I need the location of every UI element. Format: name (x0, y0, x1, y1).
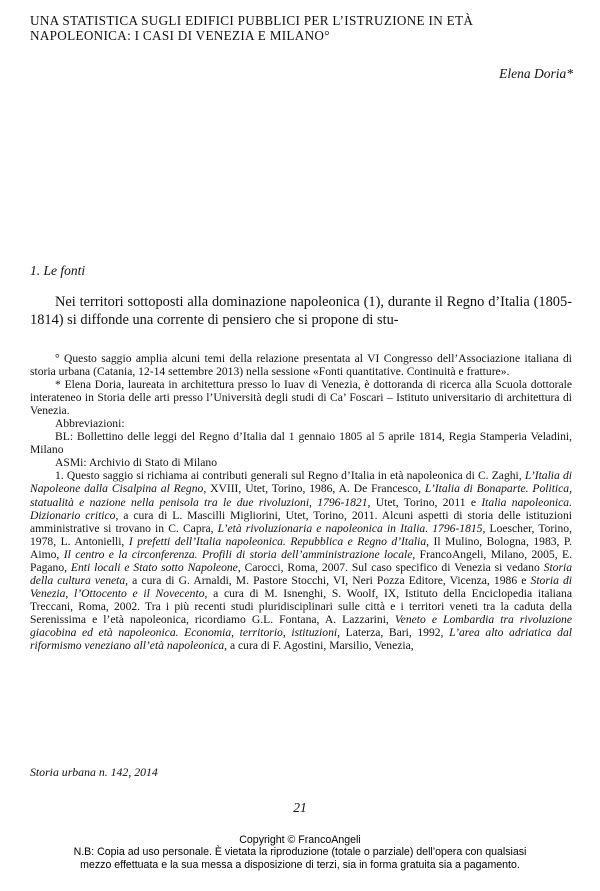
fn1-title: Storia di Venezia, l’Ottocento e il Novecento (30, 573, 572, 600)
fn1-title: Italia napoleonica. Dizionario critico (30, 495, 572, 522)
fn1-title: Enti locali e Stato sotto Napoleone (70, 560, 238, 574)
footnote-degree: ° Questo saggio amplia alcuni temi della relazione presentata al VI Congresso dell’Associazione italiana di storia urbana (Catania, 12-14 settembre 2013) nella sessione «Fonti quantitative. Continuità e fratture». (30, 352, 572, 379)
footnote-1 (30, 469, 572, 652)
fn1-text: , Utet, Torino, 2011 e (367, 495, 482, 509)
article-title: UNA STATISTICA SUGLI EDIFICI PUBBLICI PER L’ISTRUZIONE IN ETÀ NAPOLEONICA: I CASI DI VENEZIA E MILANO° (30, 13, 474, 43)
author-name: Elena Doria* (499, 66, 573, 81)
copyright-disclaimer-line: mezzo effettuata e la sua messa a disposizione di terzi, sia in forma gratuita sia a pagamento. (80, 858, 520, 871)
fn1-title: I prefetti dell’Italia napoleonica. Repubblica e Regno d’Italia (128, 534, 427, 548)
fn1-text: , XVIII, Utet, Torino, 1986, A. De Francesco, (203, 482, 425, 496)
fn1-title: Veneto e Lombardia tra rivoluzione giacobina ed età napoleonica. Economia, territorio, istituzioni (30, 612, 572, 639)
copyright-disclaimer-line: N.B: Copia ad uso personale. È vietata la riproduzione (totale o parziale) dell’opera con qualsiasi (73, 846, 527, 859)
fn1-text: , a cura di F. Agostini, Marsilio, Venezia, (224, 639, 414, 653)
copyright-line: Copyright © FrancoAngeli (239, 834, 361, 846)
fn1-text: , Loescher, Torino, 1978, L. Antonielli, (30, 521, 572, 548)
fn1-text: , a cura di M. Isnenghi, S. Woolf, IX, Istituto della Enciclopedia italiana Treccani, Roma, 2002. Tra i più recenti studi pluridisciplinari sulle città e i territori veneti tra la caduta della Serenissima e l’età napoleonica, ricordiamo G.L. Fontana, A. Lazzarini, (30, 586, 572, 626)
fn1-title: L’area alto adriatica dal riformismo veneziano all’età napoleonica (30, 625, 572, 653)
footnotes (30, 352, 572, 652)
section-heading: 1. Le fonti (30, 263, 86, 278)
body-paragraph: Nei territori sottoposti alla dominazione napoleonica (1), durante il Regno d’Italia (1805-1814) si diffonde una corrente di pensiero che si propone di stu- (30, 294, 572, 328)
fn1-title: L’Italia di Napoleone dalla Cisalpina al Regno (30, 469, 572, 496)
fn1-title: L’Italia di Bonaparte. Politica, statualità e nazione nella penisola tra le due rivoluzioni, 1796-1821 (30, 482, 572, 509)
fn1-text: , Il Mulino, Bologna, 1983, P. Aimo, (30, 534, 572, 561)
footnote-author: * Elena Doria, laureata in architettura presso lo Iuav di Venezia, è dottoranda di ricerca alla Scuola dottorale interateneo in Storia delle arti presso l’Università degli studi di Ca’ Foscari – Istituto universitario di architettura di Venezia. (30, 378, 572, 418)
fn1-title: Il centro e la circonferenza. Profili di storia dell’amministrazione locale (63, 547, 413, 561)
abbreviations-heading: Abbreviazioni: (55, 417, 125, 431)
fn1-text: , a cura di L. Mascilli Migliorini, Utet, Torino, 2011. Alcuni aspetti di storia delle istituzioni amministrative si trovano in C. Capra, (30, 508, 572, 535)
fn1-text: , a cura di G. Arnaldi, M. Pastore Stocchi, VI, Neri Pozza Editore, Vicenza, 1986 e (125, 573, 531, 587)
page-number: 21 (293, 800, 307, 815)
copyright-notice (0, 834, 600, 871)
fn1-text: , Laterza, Bari, 1992, (337, 625, 450, 639)
abbreviation-asmi: ASMi: Archivio di Stato di Milano (55, 456, 217, 470)
fn1-title: L’età rivoluzionaria e napoleonica in Italia. 1796-1815 (217, 521, 483, 535)
journal-reference: Storia urbana n. 142, 2014 (30, 765, 158, 779)
fn1-text: , FrancoAngeli, Milano, 2005, E. Pagano, (30, 547, 572, 574)
fn1-text: 1. Questo saggio si richiama ai contributi generali sul Regno d’Italia in età napoleonica di C. Zaghi, (55, 469, 525, 483)
fn1-text: , Carocci, Roma, 2007. Sul caso specifico di Venezia si vedano (237, 560, 544, 574)
abbreviation-bl: BL: Bollettino delle leggi del Regno d’Italia dal 1 gennaio 1805 al 5 aprile 1814, Regia Stamperia Veladini, Milano (30, 430, 572, 457)
fn1-title: Storia della cultura veneta (30, 560, 572, 587)
